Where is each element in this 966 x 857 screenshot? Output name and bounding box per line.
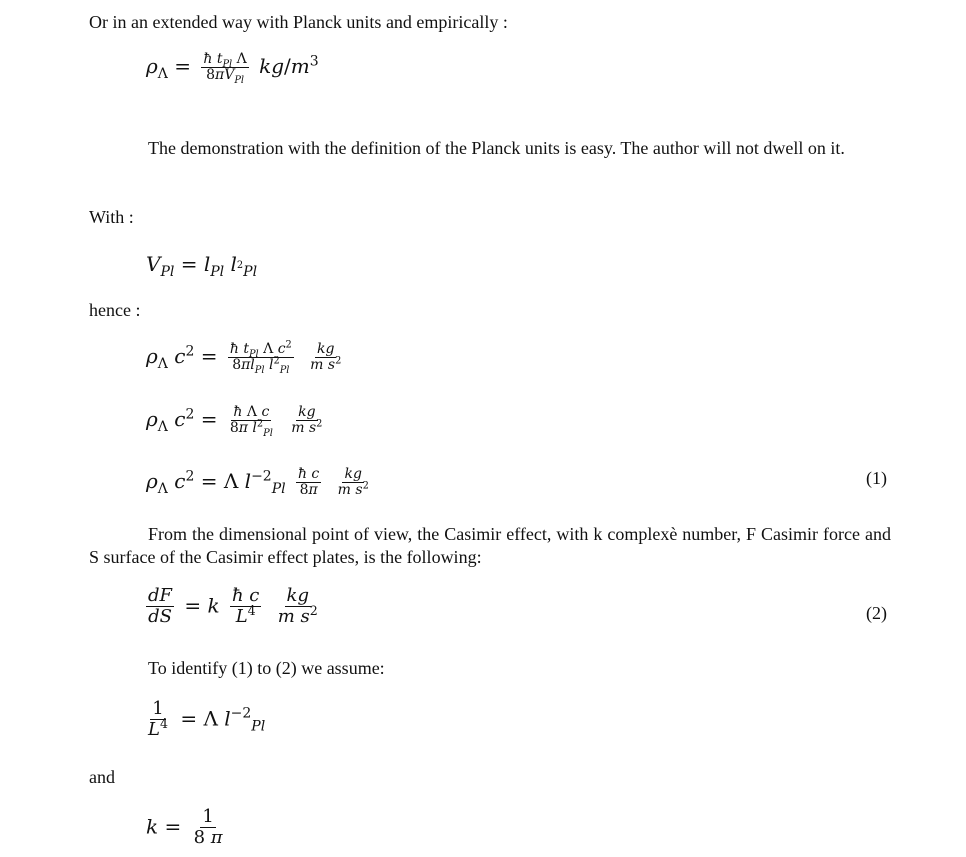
identify-text: To identify (1) to (2) we assume: xyxy=(148,658,385,678)
equation-number-1: (1) xyxy=(866,468,887,488)
with-label: With : xyxy=(89,207,134,227)
equation-step-3: $\rho_\Lambda$ $c^2 = \Lambda$ $l^{-2}_{Pl}$ $\frac{\text{ħ c}}{8\pi}$ $\frac{kg}{m s^2}$ xyxy=(146,466,369,498)
equation-assume-L: $\frac{1}{L^4}$ = Λ $l^{-2}_{Pl}$ xyxy=(148,698,266,740)
equation-assume-k: k = $\frac{1}{8 \pi}$ xyxy=(146,806,223,848)
intro-text: Or in an extended way with Planck units and empirically : xyxy=(89,12,508,32)
and-label: and xyxy=(89,767,115,787)
equation-step-1: $\rho_\Lambda$ $c^2$ = $\frac{ħ t_{Pl} \Lambda c^2}{8\pi l_{Pl} l^2_{Pl}}$ $\frac{kg}{m s^2}$ xyxy=(146,339,342,376)
equation-casimir: $\frac{dF}{dS}$ = k $\frac{\text{ħ c}}{L^4}$ $\frac{kg}{m s^2}$ xyxy=(148,585,318,627)
equation-rho-planck: $\rho_\Lambda$ = $\frac{ħ t_{Pl} \Lambda}{8\pi V_{Pl}}$ $kg/m^3$ xyxy=(146,51,319,86)
equation-number-2: (2) xyxy=(866,603,887,623)
hence-label: hence : xyxy=(89,300,141,320)
demonstration-paragraph: The demonstration with the definition of the Planck units is easy. The author will not dwell on it. xyxy=(148,138,845,158)
equation-step-2: $\rho_\Lambda$ $c^2$ = $\frac{\text{ħ Λ c}}{8\pi l^2_{Pl}}$ $\frac{kg}{m s^2}$ xyxy=(146,404,323,439)
casimir-paragraph: From the dimensional point of view, the Casimir effect, with k complexè number, F Casimir force and S surface of the Casimir effect plates, is the following: xyxy=(89,524,891,567)
equation-volume: $V_{Pl} = l_{Pl}$ $l_{^2Pl}$ xyxy=(146,252,258,280)
